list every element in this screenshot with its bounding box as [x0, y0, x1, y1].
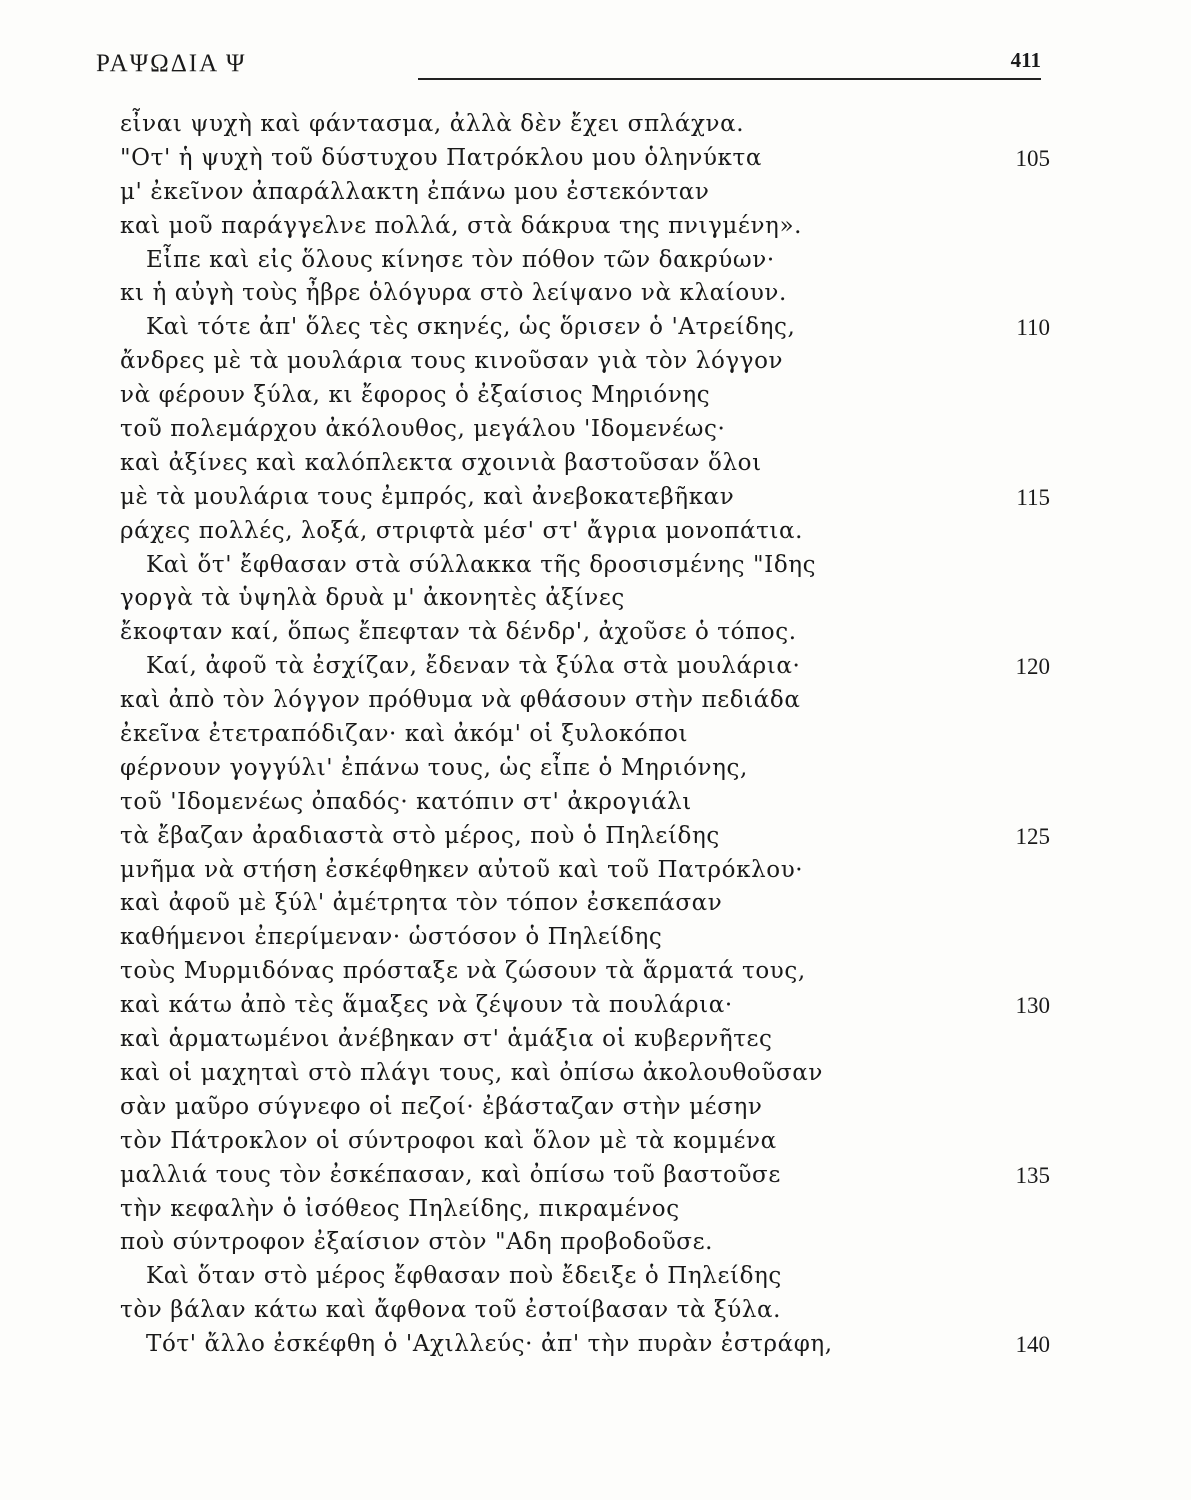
- verse-line: [120, 1057, 1050, 1091]
- verse-text: μνῆμα νὰ στήση ἐσκέφθηκεν αὐτοῦ καὶ τοῦ Πατρόκλου·: [120, 856, 804, 883]
- verse-text: καὶ ἀπὸ τὸν λόγγον πρόθυμα νὰ φθάσουν στὴν πεδιάδα: [120, 687, 801, 714]
- verse-line: [120, 752, 1050, 786]
- verse-text: Εἶπε καὶ εἰς ὅλους κίνησε τὸν πόθον τῶν δακρύων·: [146, 246, 775, 273]
- verse-text: φέρνουν γογγύλι' ἐπάνω τους, ὡς εἶπε ὁ Μηριόνης,: [120, 754, 748, 781]
- verse-line: [120, 311, 1050, 345]
- verse-text: μὲ τὰ μουλάρια τους ἐμπρός, καὶ ἀνεβοκατεβῆκαν: [120, 483, 735, 510]
- verse-line: [120, 1260, 1050, 1294]
- verse-text: τὸν Πάτροκλον οἱ σύντροφοι καὶ ὅλον μὲ τὰ κομμένα: [120, 1127, 777, 1154]
- verse-line: [120, 413, 1050, 447]
- verse-line: [120, 176, 1050, 210]
- verse-line: [120, 1226, 1050, 1260]
- verse-line: [120, 650, 1050, 684]
- running-header: [96, 40, 1041, 86]
- verse-text: τὴν κεφαλὴν ὁ ἰσόθεος Πηλείδης, πικραμένος: [120, 1195, 680, 1222]
- verse-text: Καὶ ὅταν στὸ μέρος ἔφθασαν ποὺ ἔδειξε ὁ Πηλείδης: [146, 1263, 782, 1290]
- line-number: 105: [1015, 145, 1050, 171]
- verse-line: [120, 108, 1050, 142]
- verse-line: [120, 955, 1050, 989]
- verse-text: καὶ ἀξίνες καὶ καλόπλεκτα σχοινιὰ βαστοῦσαν ὅλοι: [120, 449, 762, 476]
- verse-text: καὶ ἁρματωμένοι ἀνέβηκαν στ' ἁμάξια οἱ κυβερνῆτες: [120, 1026, 773, 1053]
- verse-line: [120, 1328, 1050, 1362]
- verse-text: ράχες πολλές, λοξά, στριφτὰ μέσ' στ' ἄγρια μονοπάτια.: [120, 517, 804, 544]
- verse-text: τοὺς Μυρμιδόνας πρόσταξε νὰ ζώσουν τὰ ἅρματά τους,: [120, 958, 806, 985]
- verse-text: καὶ κάτω ἀπὸ τὲς ἅμαξες νὰ ζέψουν τὰ πουλάρια·: [120, 992, 733, 1019]
- verse-text: σὰν μαῦρο σύγνεφο οἱ πεζοί· ἐβάσταζαν στὴν μέσην: [120, 1093, 763, 1120]
- verse-text: Καὶ ὅτ' ἔφθασαν στὰ σύλλακκα τῆς δροσισμένης "Ιδης: [146, 551, 817, 578]
- verse-line: [120, 1023, 1050, 1057]
- verse-text: νὰ φέρουν ξύλα, κι ἔφορος ὁ ἐξαίσιος Μηριόνης: [120, 382, 711, 409]
- verse-line: [120, 447, 1050, 481]
- verse-text: Καί, ἀφοῦ τὰ ἐσχίζαν, ἔδεναν τὰ ξύλα στὰ μουλάρια·: [146, 653, 801, 680]
- verse-text: ἄνδρες μὲ τὰ μουλάρια τους κινοῦσαν γιὰ τὸν λόγγον: [120, 348, 784, 375]
- verse-text: μαλλιά τους τὸν ἐσκέπασαν, καὶ ὀπίσω τοῦ βαστοῦσε: [120, 1161, 781, 1188]
- line-number: 110: [1016, 315, 1050, 341]
- line-number: 135: [1015, 1162, 1050, 1188]
- verse-text: ποὺ σύντροφον ἐξαίσιον στὸν "Αδη προβοδοῦσε.: [120, 1229, 713, 1256]
- line-number: 130: [1015, 993, 1050, 1019]
- verse-text: καὶ ἀφοῦ μὲ ξύλ' ἀμέτρητα τὸν τόπον ἐσκεπάσαν: [120, 890, 723, 917]
- verse-text: καὶ οἱ μαχηταὶ στὸ πλάγι τους, καὶ ὀπίσω ἀκολουθοῦσαν: [120, 1059, 823, 1086]
- verse-text: Καὶ τότε ἀπ' ὅλες τὲς σκηνές, ὡς ὅρισεν ὁ 'Ατρείδης,: [146, 314, 796, 341]
- verse-line: [120, 1294, 1050, 1328]
- header-rule: [418, 78, 1041, 80]
- verse-line: [120, 921, 1050, 955]
- verse-line: [120, 515, 1050, 549]
- verse-line: [120, 718, 1050, 752]
- verse-text: ἔκοφταν καί, ὅπως ἔπεφταν τὰ δένδρ', ἀχοῦσε ὁ τόπος.: [120, 619, 797, 646]
- verse-text: Τότ' ἄλλο ἐσκέφθη ὁ 'Αχιλλεύς· ἀπ' τὴν πυρὰν ἐστράφη,: [146, 1331, 833, 1358]
- verse-text: "Οτ' ἡ ψυχὴ τοῦ δύστυχου Πατρόκλου μου ὁληνύκτα: [120, 144, 762, 171]
- line-number: 115: [1016, 484, 1050, 510]
- verse-text: τὰ ἔβαζαν ἀραδιαστὰ στὸ μέρος, ποὺ ὁ Πηλείδης: [120, 822, 720, 849]
- verse-line: [120, 244, 1050, 278]
- verse-line: [120, 210, 1050, 244]
- verse-block: [120, 108, 1050, 1362]
- line-number: 140: [1015, 1332, 1050, 1358]
- line-number: 120: [1015, 654, 1050, 680]
- verse-text: καθήμενοι ἐπερίμεναν· ὡστόσον ὁ Πηλείδης: [120, 924, 663, 951]
- verse-line: [120, 1125, 1050, 1159]
- verse-line: [120, 1159, 1050, 1193]
- verse-text: τὸν βάλαν κάτω καὶ ἄφθονα τοῦ ἐστοίβασαν τὰ ξύλα.: [120, 1297, 782, 1324]
- verse-line: [120, 684, 1050, 718]
- verse-text: κι ἡ αὐγὴ τοὺς ἦβρε ὁλόγυρα στὸ λείψανο νὰ κλαίουν.: [120, 280, 787, 307]
- verse-text: μ' ἐκεῖνον ἀπαράλλακτη ἐπάνω μου ἐστεκόνταν: [120, 178, 710, 205]
- verse-line: [120, 820, 1050, 854]
- verse-line: [120, 989, 1050, 1023]
- verse-line: [120, 582, 1050, 616]
- line-number: 125: [1015, 823, 1050, 849]
- chapter-title: ΡΑΨΩΔΙΑ Ψ: [96, 50, 247, 77]
- verse-line: [120, 379, 1050, 413]
- verse-line: [120, 277, 1050, 311]
- verse-text: καὶ μοῦ παράγγελνε πολλά, στὰ δάκρυα της πνιγμένη».: [120, 212, 803, 239]
- verse-text: γοργὰ τὰ ὑψηλὰ δρυὰ μ' ἀκονητὲς ἀξίνες: [120, 585, 625, 612]
- verse-line: [120, 887, 1050, 921]
- verse-text: τοῦ πολεμάρχου ἀκόλουθος, μεγάλου 'Ιδομενέως·: [120, 416, 726, 443]
- verse-line: [120, 345, 1050, 379]
- verse-line: [120, 549, 1050, 583]
- verse-line: [120, 1193, 1050, 1227]
- verse-line: [120, 481, 1050, 515]
- verse-text: εἶναι ψυχὴ καὶ φάντασμα, ἀλλὰ δὲν ἔχει σπλάχνα.: [120, 111, 745, 137]
- verse-line: [120, 142, 1050, 176]
- verse-line: [120, 854, 1050, 888]
- verse-line: [120, 786, 1050, 820]
- verse-text: ἐκεῖνα ἐτετραπόδιζαν· καὶ ἀκόμ' οἱ ξυλοκόποι: [120, 721, 689, 748]
- page-number: 411: [1010, 48, 1041, 72]
- verse-line: [120, 616, 1050, 650]
- verse-line: [120, 1091, 1050, 1125]
- verse-text: τοῦ 'Ιδομενέως ὀπαδός· κατόπιν στ' ἀκρογιάλι: [120, 788, 692, 815]
